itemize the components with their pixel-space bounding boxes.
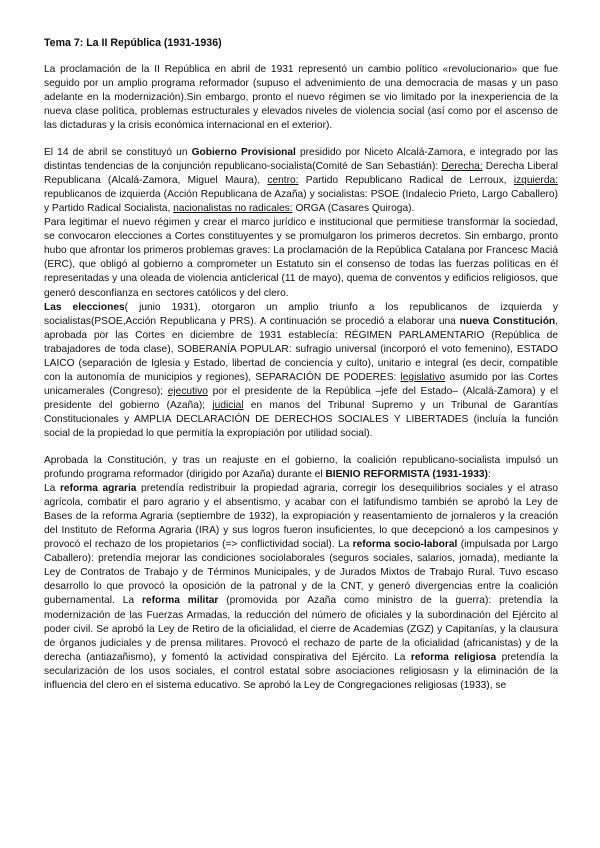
term-reforma-religiosa: reforma religiosa bbox=[410, 651, 497, 663]
document-title: Tema 7: La II República (1931-1936) bbox=[44, 37, 222, 49]
term-elecciones: Las elecciones bbox=[44, 301, 125, 313]
paragraph-intro: La proclamación de la II República en abril de 1931 representó un cambio político «revolucionario» que fue seguido por un amplio programa reformador (supuso el advenimiento de una democracia de masas y un paso adelante en la modernización).Sin embargo, pronto el nuevo régimen se vio limitado por la inexperiencia de la nueva clase política, problemas estructurales y elevados niveles de violencia social (así como por el ascenso de las dictaduras y la crisis económica internacional en el exterior). bbox=[44, 64, 558, 132]
paragraph-bienio-reformista: Aprobada la Constitución, y tras un reajuste en el gobierno, la coalición republicano-socialista impulsó un profundo programa reformador (dirigido por Azaña) durante el BIENIO REFORMISTA (1931-1933): bbox=[44, 454, 558, 480]
document-page bbox=[44, 36, 558, 693]
term-reforma-militar: reforma militar bbox=[141, 595, 219, 607]
term-legislativo: legislativo bbox=[400, 372, 446, 384]
term-gobierno-provisional: Gobierno Provisional bbox=[191, 146, 296, 158]
term-reforma-sociolaboral: reforma socio-laboral bbox=[352, 539, 458, 551]
term-izquierda: izquierda: bbox=[513, 174, 558, 186]
paragraph-elecciones-constitucion: Las elecciones( junio 1931), otorgaron un amplio triunfo a los republicanos de izquierda y socialistas(PSOE,Acción Republicana y PRS). A continuación se procedió a elaborar una nueva Constitución, aprobada por las Cortes en diciembre de 1931 establecía: RÉGIMEN PARLAMENTARIO (República de trabajadores de toda clase), SOBERANÍA POPULAR: sufragio universal (incorporó el voto femenino), ESTADO LAICO (separación de Iglesia y Estado, libertad de conciencia y culto), unitario e integral (es decir, compatible con la autonomía de municipios y regiones), SEPARACIÓN DE PODERES: legislativo asumido por las Cortes unicamerales (Congreso); ejecutivo por el presidente de la República –jefe del Estado– (Alcalá-Zamora) y el presidente del gobierno (Azaña); judicial en manos del Tribunal Supremo y un Tribunal de Garantías Constitucionales y AMPLIA DECLARACIÓN DE DERECHOS SOCIALES Y LIBERTADES (incluía la función social de la propiedad lo que permitía la expropiación por utilidad social). bbox=[44, 301, 558, 440]
term-ejecutivo: ejecutivo bbox=[167, 386, 208, 398]
term-nueva-constitucion: nueva Constitución bbox=[459, 315, 556, 327]
paragraph-reformas: La reforma agraria pretendía redistribuir la propiedad agraria, corregir los desequilibrios sociales y el atraso agrícola, combatir el paro agrario y el absentismo, y acabar con el latifundismo también se aprobó la Ley de Bases de la reforma Agraria (septiembre de 1932), la expropiación y reasentamiento de jornaleros y la creación del Instituto de Reforma Agraria (IRA) y sus logros fueron insuficientes, lo que decepcionó a los campesinos y provocó el rechazo de los propietarios (=> conflictividad social). La reforma socio-laboral (impulsada por Largo Caballero): pretendía mejorar las condiciones sociolaborales (seguros sociales, salarios, jornada), mediante la Ley de Contratos de Trabajo y de Términos Municipales, y de Jurados Mixtos de Trabajo Rural. Tuvo escaso desarrollo lo que provocó la oposición de la patronal y de la CNT, y generó divergencias entre la coalición gubernamental. La reforma militar (promovida por Azaña como ministro de la guerra): pretendía la modernización de las Fuerzas Armadas, la reducción del número de oficiales y la subordinación del Ejército al poder civil. Se aprobó la Ley de Retiro de la oficialidad, el cierre de Academias (ZGZ) y Capitanías, y la clausura de órganos judiciales y de prensa militares. Provocó el rechazo de parte de la oficialidad (africanistas) y de la derecha (antiazañismo), y fomentó la actividad conspirativa del Ejército. La reforma religiosa pretendía la secularización de los usos sociales, el control estatal sobre asociaciones religiosasn y la eliminación de la influencia del clero en el sistema educativo. Se aprobó la Ley de Congregaciones religiosas (1933), se bbox=[44, 482, 558, 692]
term-centro: centro: bbox=[267, 174, 299, 186]
term-nacionalistas: nacionalistas no radicales: bbox=[173, 202, 293, 214]
paragraph-legitimar: Para legitimar el nuevo régimen y crear el marco jurídico e institucional que permitiese transformar la sociedad, se convocaron elecciones a Cortes constituyentes y se promulgaron los primeros decretos. Sin embargo, pronto hubo que afrontar los primeros problemas graves: La proclamación de la República Catalana por Francesc Maciá (ERC), que obligó al gobierno a comprometer un Estatuto sin el consenso de todas las fuerzas políticas en él representadas y una oleada de violencia anticlerical (11 de mayo), quema de conventos y edificios religiosos, que generó desconfianza en sectores católicos y del clero. bbox=[44, 217, 558, 299]
term-judicial: judicial bbox=[212, 400, 244, 412]
term-bienio-reformista: BIENIO REFORMISTA (1931-1933) bbox=[325, 468, 488, 480]
term-derecha: Derecha: bbox=[441, 160, 483, 172]
term-reforma-agraria: reforma agraria bbox=[59, 482, 137, 494]
paragraph-gobierno-provisional: El 14 de abril se constituyó un Gobierno Provisional presidido por Niceto Alcalá-Zamora, e integrado por las distintas tendencias de la conjunción republicano-socialista(Comité de San Sebastián): Derecha: Derecha Liberal Republicana (Alcalá-Zamora, Miguel Maura), centro: Partido Republicano Radical de Lerroux, izquierda: republicanos de izquierda (Acción Republicana de Azaña) y socialistas: PSOE (Indalecio Prieto, Largo Caballero) y Partido Radical Socialista, nacionalistas no radicales: ORGA (Casares Quiroga). bbox=[44, 146, 559, 214]
